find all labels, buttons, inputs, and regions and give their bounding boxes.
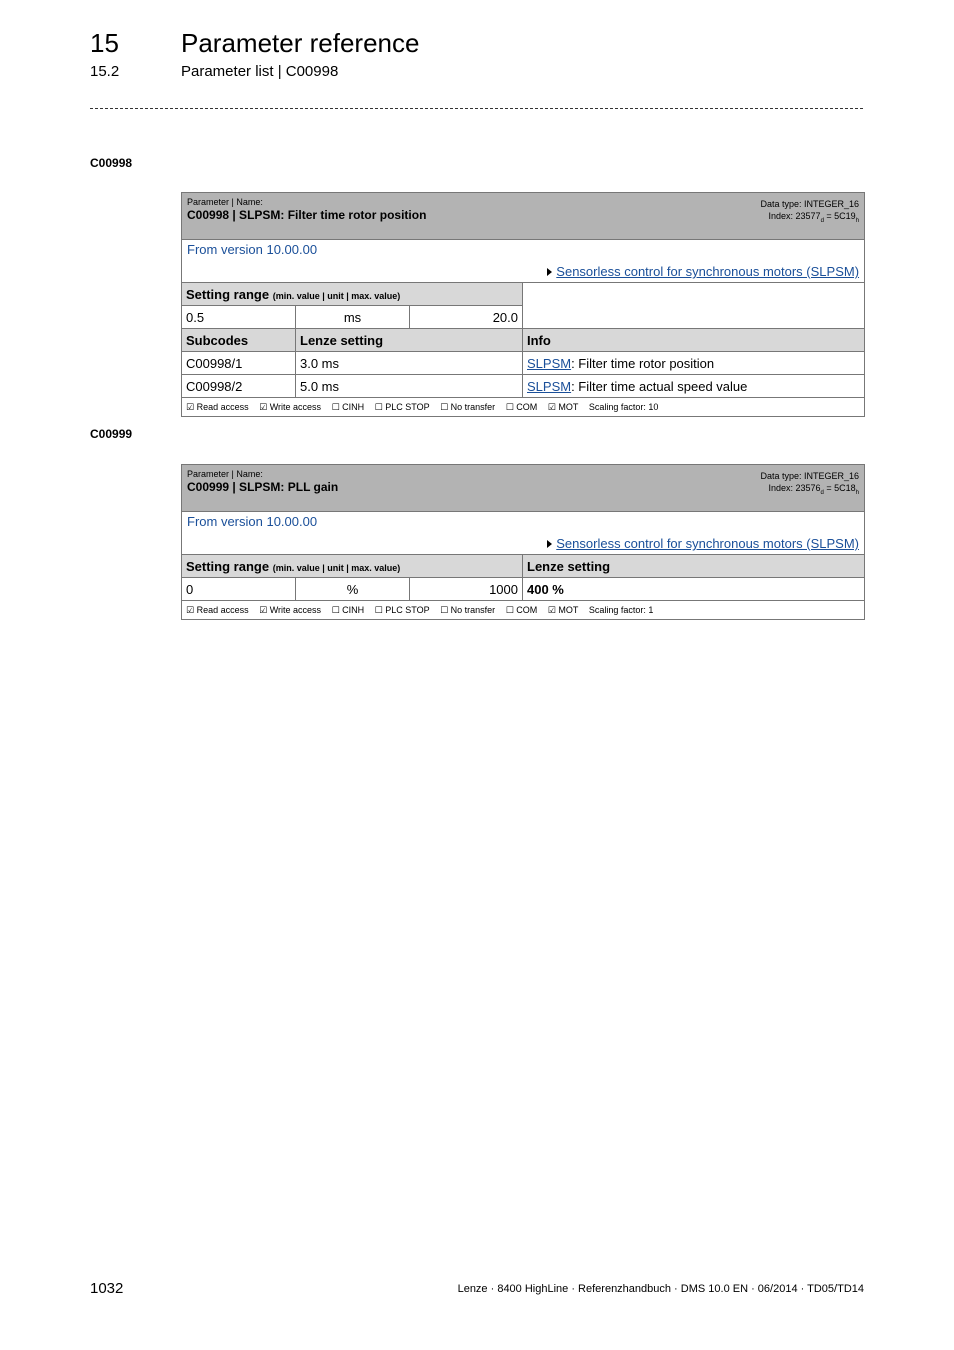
section-title: Parameter list | C00998 [181,63,339,80]
slpsm-link-row [547,264,859,279]
min-value: 0.5 [182,306,296,329]
data-type: Data type: INTEGER_16 [760,199,860,209]
info-cell: SLPSM: Filter time rotor position [523,352,865,375]
index-info: Index: $23576_d = 5C18_h$ [768,483,859,496]
from-version: From version 10.00.00 [187,242,318,257]
max-value: 1000 [410,578,523,601]
version-row [182,512,865,555]
access-flags [182,601,865,620]
flag-com: ☐ COM [505,604,538,615]
data-type-info [760,198,859,227]
max-value: 20.0 [410,306,523,329]
empty-cell [523,283,865,329]
arrow-right-icon [547,268,552,276]
subcode: C00998/1 [182,352,296,375]
flag-no-transfer: ☐ No transfer [440,401,496,412]
parameter-name: C00999 | SLPSM: PLL gain [187,480,339,494]
subcode: C00998/2 [182,375,296,398]
data-type: Data type: INTEGER_16 [760,471,859,481]
index-info: Index: $23577_d = 5C19_h$ [768,211,860,224]
slpsm-info-link[interactable]: SLPSM [527,378,572,394]
info-cell: SLPSM: Filter time actual speed value [523,375,865,398]
flag-read-access: ☑ Read access [186,401,249,412]
page-number: 1032 [90,1280,124,1297]
section-label-c00999: C00999 [90,427,133,441]
flag-mot: ☑ MOT [547,401,579,412]
slpsm-link[interactable]: Sensorless control for synchronous motors (SLPSM) [556,536,859,551]
chapter-title: Parameter reference [181,28,420,58]
flag-read-access: ☑ Read access [186,604,249,615]
from-version: From version 10.00.00 [187,514,318,529]
access-flags [182,398,865,417]
parameter-table-c00998 [181,192,865,417]
setting-range-header: Setting range (min. value | unit | max. value) [182,555,523,578]
parameter-header [182,465,865,512]
parameter-label: Parameter | Name: [187,469,263,479]
setting-range-header: Setting range (min. value | unit | max. value) [182,283,523,306]
parameter-name: C00998 | SLPSM: Filter time rotor position [187,208,427,222]
scaling-factor: Scaling factor: 1 [588,604,654,615]
data-type-info [760,470,859,499]
lenze-setting-value: 400 % [523,578,865,601]
flag-com: ☐ COM [505,401,538,412]
parameter-label: Parameter | Name: [187,197,263,207]
slpsm-link-row [547,536,859,551]
flag-plc-stop: ☐ PLC STOP [374,604,430,615]
version-row [182,240,865,283]
unit: ms [296,306,410,329]
table-row [182,352,865,375]
lenze-setting: 3.0 ms [296,352,523,375]
col-subcodes: Subcodes [182,329,296,352]
lenze-setting: 5.0 ms [296,375,523,398]
flag-mot: ☑ MOT [547,604,579,615]
flag-cinh: ☐ CINH [331,604,365,615]
flag-write-access: ☑ Write access [259,604,322,615]
section-label-c00998: C00998 [90,156,133,170]
parameter-table-c00999 [181,464,865,620]
col-lenze-setting: Lenze setting [523,555,865,578]
min-value: 0 [182,578,296,601]
table-row [182,375,865,398]
unit: % [296,578,410,601]
chapter-number: 15 [90,28,119,58]
scaling-factor: Scaling factor: 10 [588,401,659,412]
slpsm-link[interactable]: Sensorless control for synchronous motors (SLPSM) [556,264,860,279]
header-divider [90,108,863,109]
footer-text: Lenze · 8400 HighLine · Referenzhandbuch · DMS 10.0 EN · 06/2014 · TD05/TD14 [457,1283,864,1295]
col-info: Info [523,329,865,352]
parameter-header [182,193,865,240]
flag-write-access: ☑ Write access [259,401,322,412]
slpsm-info-link[interactable]: SLPSM [527,355,572,371]
col-lenze-setting: Lenze setting [296,329,523,352]
arrow-right-icon [547,540,552,548]
section-number: 15.2 [90,63,120,80]
flag-cinh: ☐ CINH [331,401,365,412]
flag-no-transfer: ☐ No transfer [440,604,496,615]
flag-plc-stop: ☐ PLC STOP [374,401,430,412]
